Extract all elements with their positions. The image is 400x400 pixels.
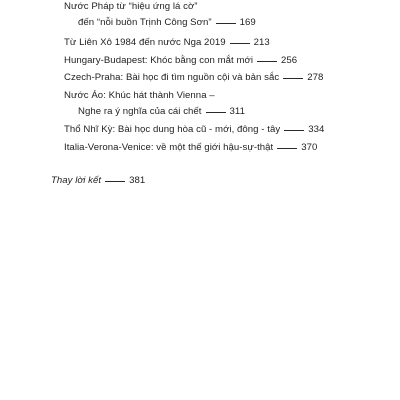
toc-entry-closing [51,175,145,187]
toc-entry-title: Italia-Verona-Venice: về một thế giới hậu-sự-thật [64,142,274,153]
toc-entry-austria-line1 [64,90,215,102]
toc-entry-title: Hungary-Budapest: Khóc bằng con mắt mới [64,55,254,66]
leader-line [105,181,125,182]
toc-entry-title: Nước Pháp từ “hiệu ứng lá cờ” [64,1,198,12]
leader-line [257,61,277,62]
toc-entry-title: Nước Áo: Khúc hát thành Vienna – [64,90,215,101]
toc-page-number: 334 [308,124,325,135]
toc-page-number: 169 [239,17,256,28]
toc-entry-austria-line2 [78,106,245,118]
toc-entry-hungary [64,55,297,67]
toc-entry-italy [64,142,317,154]
toc-page-number: 311 [229,106,245,117]
toc-entry-czech [64,72,323,84]
leader-line [283,78,303,79]
toc-entry-turkey [64,124,324,136]
leader-line [284,130,304,131]
toc-entry-title: đến “nỗi buồn Trịnh Công Sơn” [78,17,212,28]
toc-page-number: 381 [129,175,146,186]
toc-page-number: 256 [281,55,298,66]
toc-entry-russia [64,37,270,49]
leader-line [230,43,250,44]
toc-entry-title: Thổ Nhĩ Kỳ: Bài học dung hòa cũ - mới, đông - tây [64,124,281,135]
toc-entry-title: Thay lời kết [51,175,102,186]
toc-entry-title: Czech-Praha: Bài học đi tìm nguồn cội và bản sắc [64,72,280,83]
leader-line [216,23,236,24]
toc-entry-title: Nghe ra ý nghĩa của cái chết [78,106,202,117]
toc-page-number: 278 [307,72,324,83]
toc-page-number: 370 [301,142,318,153]
leader-line [277,148,297,149]
toc-page-number: 213 [253,37,270,48]
toc-entry-title: Từ Liên Xô 1984 đến nước Nga 2019 [64,37,226,48]
toc-entry-france-line1 [64,1,198,13]
toc-entry-france-line2 [78,17,256,29]
leader-line [206,112,226,113]
